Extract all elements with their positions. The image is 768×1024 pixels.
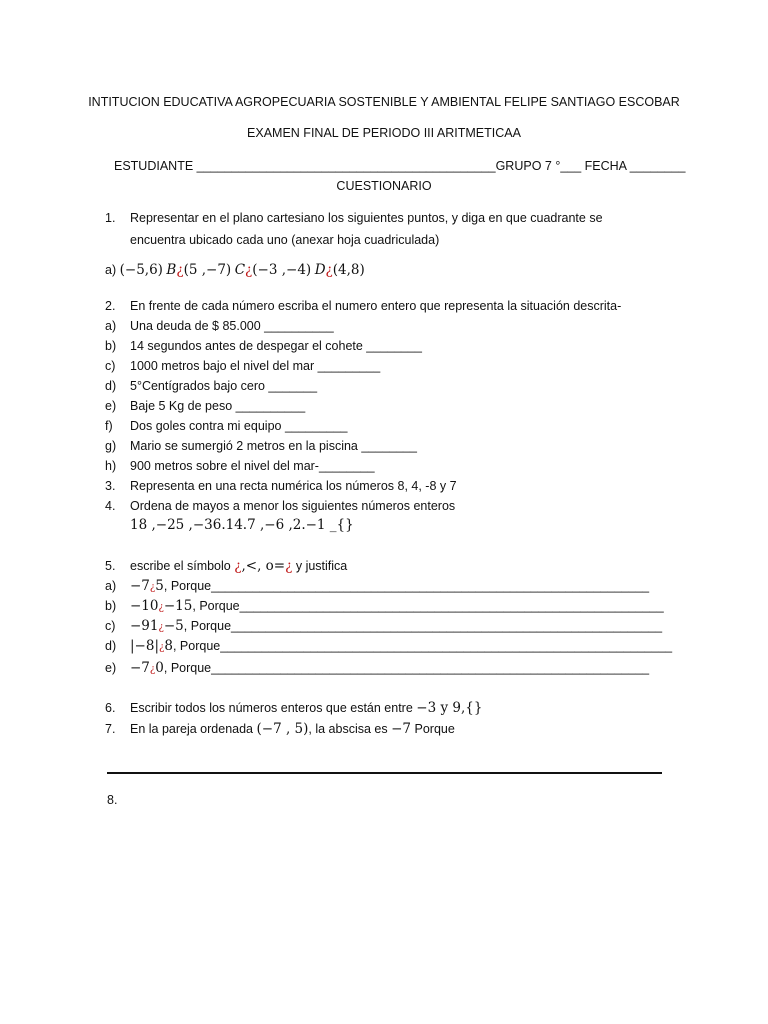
q5-item: [130, 660, 649, 678]
q5-item-label: d): [105, 639, 117, 653]
q6-text: Escribir todos los números enteros que están entre: [130, 701, 413, 715]
q2-item-label: d): [105, 379, 117, 393]
q6-math: −3 y 9,{}: [416, 700, 483, 716]
q5-item-label: c): [105, 619, 116, 633]
q1-sub-label: a): [105, 263, 117, 277]
q5-item: [130, 618, 662, 636]
q7-line: [130, 721, 455, 737]
q5-item-right: 0: [155, 660, 164, 676]
q3-number: 3.: [105, 479, 116, 493]
q3-text: Representa en una recta numérica los números 8, 4, -8 y 7: [130, 479, 457, 493]
glyph-b: ¿: [176, 262, 184, 278]
q7-abscissa: −7: [391, 721, 412, 737]
q7-text-3: Porque: [414, 722, 455, 736]
q5-item-porque: , Porque_______________________________________________________________: [163, 579, 650, 593]
q5-item-right: −5: [163, 618, 184, 634]
q2-number: 2.: [105, 299, 116, 313]
q1-number: 1.: [105, 211, 116, 225]
q4-text: Ordena de mayos a menor los siguientes números enteros: [130, 499, 456, 513]
q5-item-left: −7: [130, 660, 150, 676]
q5-item-porque: , Porque______________________________________________________________: [183, 619, 663, 633]
q5-number: 5.: [105, 559, 116, 573]
q1-text-line1: Representar en el plano cartesiano los siguientes puntos, y diga en que cuadrante se: [130, 211, 603, 225]
q5-item-right: 8: [164, 638, 173, 654]
q2-item-label: h): [105, 459, 117, 473]
q5-item: [130, 598, 664, 616]
q2-item-text: Baje 5 Kg de peso __________: [130, 399, 306, 413]
q2-item-text: Una deuda de $ 85.000 __________: [130, 319, 334, 333]
q5-item-left: −7: [130, 578, 150, 594]
q5-item-left: |−8|: [130, 638, 159, 654]
q7-ordered-pair: (−7 , 5): [256, 721, 309, 737]
point-c-label: C: [234, 262, 246, 278]
q5-item-left: −91: [130, 618, 159, 634]
q1-points: [105, 262, 365, 278]
q5-item-label: a): [105, 579, 117, 593]
q4-number: 4.: [105, 499, 116, 513]
point-c: (−3 ,−4): [252, 262, 312, 278]
glyph-c: ¿: [245, 262, 253, 278]
q5-item-label: b): [105, 599, 117, 613]
q2-item-text: 900 metros sobre el nivel del mar-________: [130, 459, 375, 473]
point-a: (−5,6): [119, 262, 163, 278]
glyph-d: ¿: [325, 262, 333, 278]
q7-text-2: , la abscisa es: [308, 722, 388, 736]
q2-text: En frente de cada número escriba el numero entero que representa la situación descrita-: [130, 299, 622, 313]
q5-item-porque: , Porque_______________________________________________________________: [163, 661, 650, 675]
q2-item-text: Dos goles contra mi equipo _________: [130, 419, 348, 433]
q1-text-line2: encuentra ubicado cada uno (anexar hoja cuadriculada): [130, 233, 440, 247]
section-title: CUESTIONARIO: [336, 179, 432, 193]
horizontal-divider: [107, 772, 662, 774]
q2-item-text: 14 segundos antes de despegar el cohete ________: [130, 339, 422, 353]
q2-item-label: c): [105, 359, 116, 373]
q5-intro: [130, 558, 347, 574]
q5-item-glyph: ¿: [159, 642, 165, 653]
q5-item-glyph: ¿: [158, 602, 164, 613]
q2-item-text: Mario se sumergió 2 metros en la piscina ________: [130, 439, 417, 453]
q2-item-label: e): [105, 399, 117, 413]
q5-item: [130, 578, 649, 596]
q5-item-right: −15: [163, 598, 193, 614]
q5-item: [130, 638, 672, 656]
q2-item-label: a): [105, 319, 117, 333]
q6-number: 6.: [105, 701, 116, 715]
q2-item-text: 1000 metros bajo el nivel del mar _________: [130, 359, 381, 373]
q5-item-porque: , Porque_____________________________________________________________: [192, 599, 664, 613]
q5-item-label: e): [105, 661, 117, 675]
q5-item-left: −10: [130, 598, 159, 614]
q5-item-glyph: ¿: [149, 664, 156, 675]
student-info-line: ESTUDIANTE ___________________________________________GRUPO 7 °___ FECHA ________: [114, 159, 686, 173]
q8-number: 8.: [107, 793, 118, 807]
q4-number-list: 18 ,−25 ,−36.14.7 ,−6 ,2.−1 _{}: [130, 517, 354, 533]
q5-symbol-2: ¿: [285, 558, 293, 574]
q2-item-label: f): [105, 419, 113, 433]
q5-item-glyph: ¿: [158, 622, 164, 633]
institution-title: INTITUCION EDUCATIVA AGROPECUARIA SOSTENIBLE Y AMBIENTAL FELIPE SANTIAGO ESCOBAR: [88, 95, 680, 109]
q5-item-glyph: ¿: [149, 582, 156, 593]
q2-item-label: g): [105, 439, 117, 453]
exam-title: EXAMEN FINAL DE PERIODO III ARITMETICAA: [247, 126, 521, 140]
q5-intro-text: escribe el símbolo: [130, 559, 231, 573]
q5-symbol-mid: ,<, o=: [241, 558, 286, 574]
point-b: (5 ,−7): [183, 262, 232, 278]
q7-text-1: En la pareja ordenada: [130, 722, 254, 736]
q6-line: [130, 700, 482, 716]
q2-item-label: b): [105, 339, 117, 353]
point-b-label: B: [166, 262, 177, 278]
point-d: (4,8): [332, 262, 365, 278]
q5-intro-tail: y justifica: [295, 559, 348, 573]
q2-item-text: 5°Centígrados bajo cero _______: [130, 379, 318, 393]
q5-symbol-1: ¿: [234, 558, 242, 574]
q7-number: 7.: [105, 722, 116, 736]
q5-item-right: 5: [155, 578, 164, 594]
point-d-label: D: [314, 262, 326, 278]
q5-item-porque: , Porque_________________________________________________________________: [172, 639, 673, 653]
